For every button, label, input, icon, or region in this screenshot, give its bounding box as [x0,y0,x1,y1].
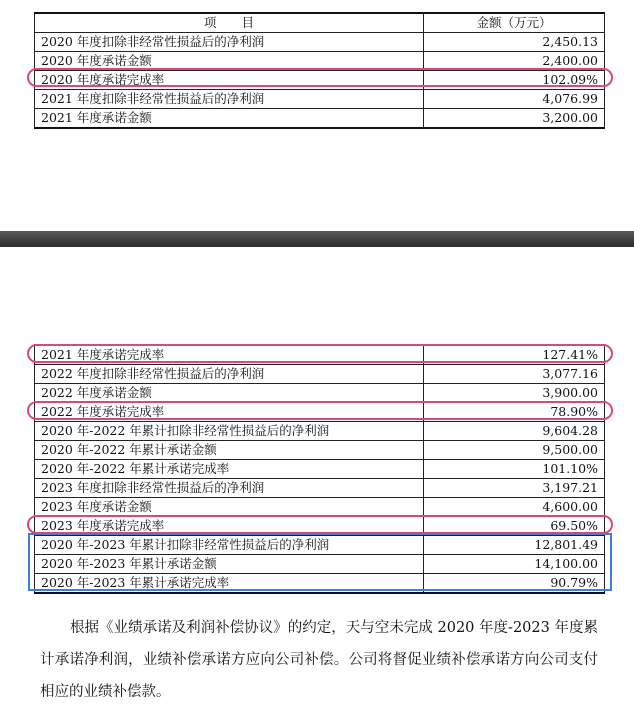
row-value: 4,076.99 [424,90,605,109]
row-value: 3,077.16 [424,365,605,384]
row-value: 12,801.49 [424,536,605,555]
row-label: 2020 年-2022 年累计承诺完成率 [35,460,424,479]
row-value: 9,604.28 [424,422,605,441]
table-row [35,109,605,129]
row-label: 2022 年度扣除非经常性损益后的净利润 [35,365,424,384]
table-row [35,33,605,52]
row-label: 2020 年度承诺完成率 [35,71,424,90]
row-label: 2023 年度扣除非经常性损益后的净利润 [35,479,424,498]
row-label: 2020 年-2022 年累计扣除非经常性损益后的净利润 [35,422,424,441]
row-value: 3,900.00 [424,384,605,403]
row-label: 2023 年度承诺完成率 [35,517,424,536]
table-row [35,384,605,403]
row-label: 2022 年度承诺金额 [35,384,424,403]
row-label: 2021 年度承诺金额 [35,109,424,129]
row-value: 9,500.00 [424,441,605,460]
table-row [35,460,605,479]
table-row [35,365,605,384]
row-label: 2020 年度扣除非经常性损益后的净利润 [35,33,424,52]
row-label: 2020 年-2022 年累计承诺金额 [35,441,424,460]
row-label: 2023 年度承诺金额 [35,498,424,517]
body-paragraph [40,612,598,708]
page-break-divider [0,231,634,247]
row-value: 2,450.13 [424,33,605,52]
highlight-oval-2021-rate [27,344,613,363]
row-label: 2020 年-2023 年累计承诺完成率 [35,574,424,594]
highlight-oval-2023-rate [27,515,613,534]
row-value: 4,600.00 [424,498,605,517]
row-value: 14,100.00 [424,555,605,574]
table-row [35,441,605,460]
table-row [35,498,605,517]
row-label: 2021 年度扣除非经常性损益后的净利润 [35,90,424,109]
table-row [35,479,605,498]
header-item: 项 目 [35,13,424,33]
row-value: 101.10% [424,460,605,479]
row-value: 69.50% [424,517,605,536]
highlight-box-cumulative-2020-2023 [28,533,612,591]
row-label: 2020 年-2023 年累计承诺金额 [35,555,424,574]
row-label: 2020 年-2023 年累计扣除非经常性损益后的净利润 [35,536,424,555]
highlight-oval-2022-rate [27,401,613,420]
table-row [35,422,605,441]
table-row [35,90,605,109]
row-value: 127.41% [424,345,605,365]
row-value: 102.09% [424,71,605,90]
row-value: 3,200.00 [424,109,605,129]
table-header-row [35,13,605,33]
paragraph-text: 根据《业绩承诺及利润补偿协议》的约定，天与空未完成 2020 年度-2023 年度累计承诺净利润，业绩补偿承诺方应向公司补偿。公司将督促业绩补偿承诺方向公司支付相应的业绩补偿款。 [40,620,598,700]
row-label: 2020 年度承诺金额 [35,52,424,71]
highlight-oval-2020-rate [27,68,613,87]
row-value: 3,197.21 [424,479,605,498]
row-value: 2,400.00 [424,52,605,71]
header-amount: 金额（万元） [424,13,605,33]
row-value: 90.79% [424,574,605,594]
row-value: 78.90% [424,403,605,422]
row-label: 2021 年度承诺完成率 [35,345,424,365]
row-label: 2022 年度承诺完成率 [35,403,424,422]
